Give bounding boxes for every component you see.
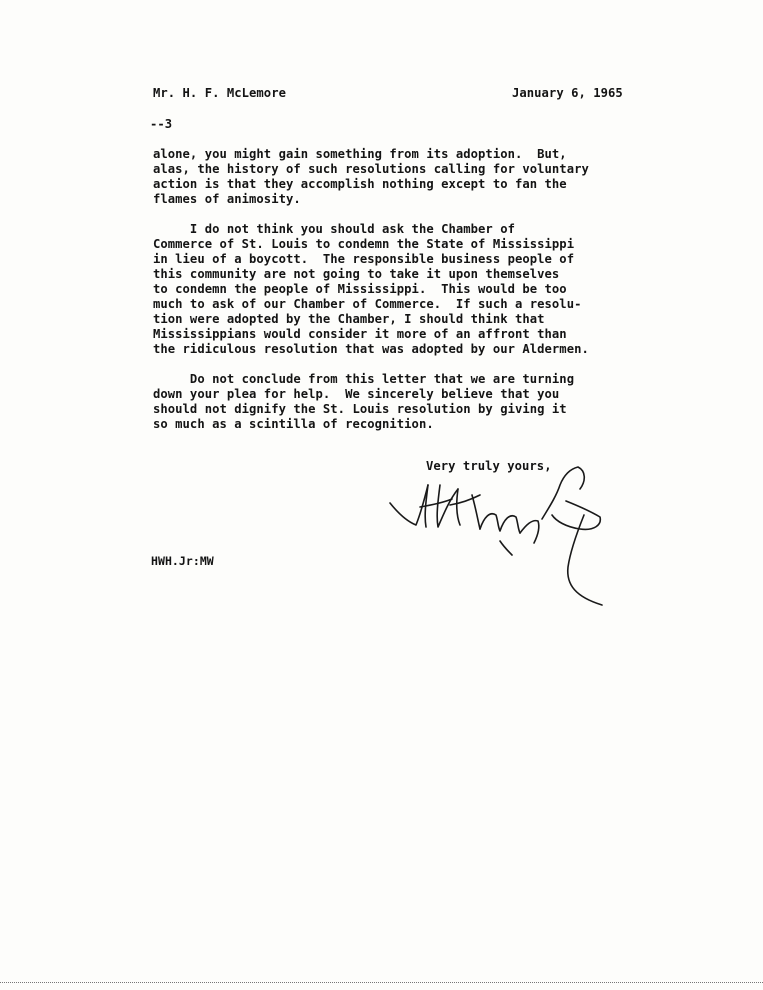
paragraph-2 xyxy=(153,222,589,357)
paragraph-3 xyxy=(153,372,574,432)
page-edge-line xyxy=(0,982,763,983)
paragraph-line: Mississippians would consider it more of an affront than xyxy=(153,327,567,341)
addressee-line: Mr. H. F. McLemore xyxy=(153,86,286,100)
paragraph-line: Do not conclude from this letter that we are turning xyxy=(153,372,575,386)
paragraph-line: should not dignify the St. Louis resolution by giving it xyxy=(153,402,567,416)
paragraph-line: tion were adopted by the Chamber, I should think that xyxy=(153,312,545,326)
paragraph-line: alone, you might gain something from its adoption. But, xyxy=(153,147,567,161)
paragraph-1 xyxy=(153,147,589,207)
paragraph-line: flames of animosity. xyxy=(153,192,301,206)
paragraph-line: the ridiculous resolution that was adopted by our Aldermen. xyxy=(153,342,589,356)
paragraph-line: Commerce of St. Louis to condemn the State of Mississippi xyxy=(153,237,575,251)
complimentary-closing: Very truly yours, xyxy=(426,459,552,473)
paragraph-line: action is that they accomplish nothing except to fan the xyxy=(153,177,567,191)
paragraph-line: alas, the history of such resolutions calling for voluntary xyxy=(153,162,589,176)
paragraph-line: I do not think you should ask the Chamber of xyxy=(153,222,515,236)
paragraph-line: this community are not going to take it upon themselves xyxy=(153,267,560,281)
handwritten-signature xyxy=(380,455,610,615)
reference-initials: HWH.Jr:MW xyxy=(151,554,214,568)
paragraph-line: to condemn the people of Mississippi. This would be too xyxy=(153,282,567,296)
paragraph-line: so much as a scintilla of recognition. xyxy=(153,417,434,431)
letter-date: January 6, 1965 xyxy=(512,86,623,100)
paragraph-line: much to ask of our Chamber of Commerce. If such a resolu- xyxy=(153,297,582,311)
paragraph-line: in lieu of a boycott. The responsible business people of xyxy=(153,252,575,266)
page-marker: --3 xyxy=(150,117,173,131)
paragraph-line: down your plea for help. We sincerely believe that you xyxy=(153,387,560,401)
